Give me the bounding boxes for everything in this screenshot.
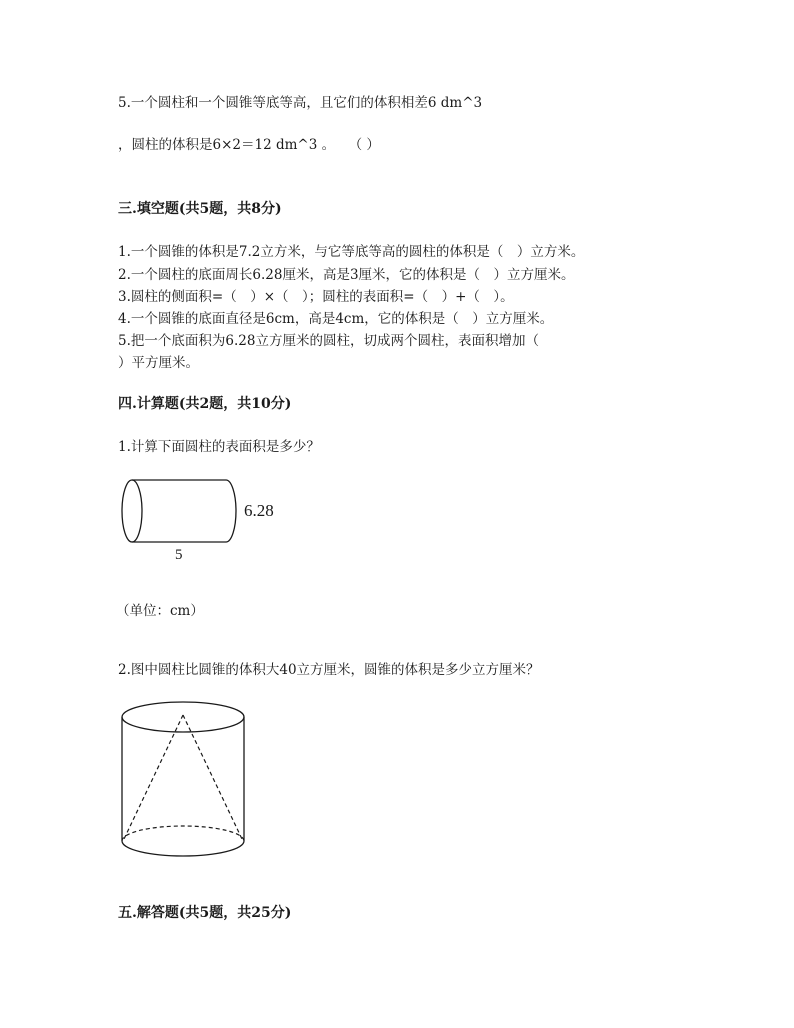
fill-q1: 1.一个圆锥的体积是7.2立方米，与它等底等高的圆柱的体积是（ ）立方米。 bbox=[118, 244, 585, 260]
fill-q5-line1: 5.把一个底面积为6.28立方厘米的圆柱，切成两个圆柱，表面积增加（ bbox=[118, 333, 539, 349]
judge-q5-line1: 5.一个圆柱和一个圆锥等底等高，且它们的体积相差6 dm^3 bbox=[118, 95, 483, 111]
section-4-title: 四.计算题(共2题，共10分) bbox=[118, 396, 292, 412]
cylinder-length-label: 5 bbox=[175, 547, 183, 563]
cylinder-diameter-label: 6.28 bbox=[244, 501, 274, 520]
judge-q5-line2: ，圆柱的体积是6×2＝12 dm^3 。 （ ） bbox=[118, 137, 380, 153]
unit-note: （单位：cm） bbox=[116, 603, 204, 619]
cylinder-left-face bbox=[122, 480, 142, 542]
cylinder-right-face bbox=[226, 480, 236, 542]
calc-q1: 1.计算下面圆柱的表面积是多少？ bbox=[118, 439, 320, 455]
calc-q2: 2.图中圆柱比圆锥的体积大40立方厘米，圆锥的体积是多少立方厘米？ bbox=[118, 662, 540, 678]
cylinder-bottom-front-arc bbox=[122, 841, 244, 856]
section-3-title: 三.填空题(共5题，共8分) bbox=[118, 201, 282, 217]
section-5-title: 五.解答题(共5题，共25分) bbox=[118, 905, 292, 921]
fill-q3: 3.圆柱的侧面积=（ ）×（ ）；圆柱的表面积=（ ）+（ ）。 bbox=[118, 289, 514, 305]
cylinder-cone-figure bbox=[116, 696, 252, 862]
cone-left-edge bbox=[124, 715, 183, 839]
fill-q4: 4.一个圆锥的底面直径是6cm，高是4cm，它的体积是（ ）立方厘米。 bbox=[118, 311, 554, 327]
cone-right-edge bbox=[183, 715, 242, 839]
cylinder-bottom-back-arc bbox=[122, 826, 244, 841]
horizontal-cylinder-figure bbox=[116, 476, 246, 548]
fill-q2: 2.一个圆柱的底面周长6.28厘米，高是3厘米，它的体积是（ ）立方厘米。 bbox=[118, 267, 575, 283]
cylinder-top-ellipse bbox=[122, 702, 244, 732]
fill-q5-line2: ）平方厘米。 bbox=[118, 355, 199, 371]
